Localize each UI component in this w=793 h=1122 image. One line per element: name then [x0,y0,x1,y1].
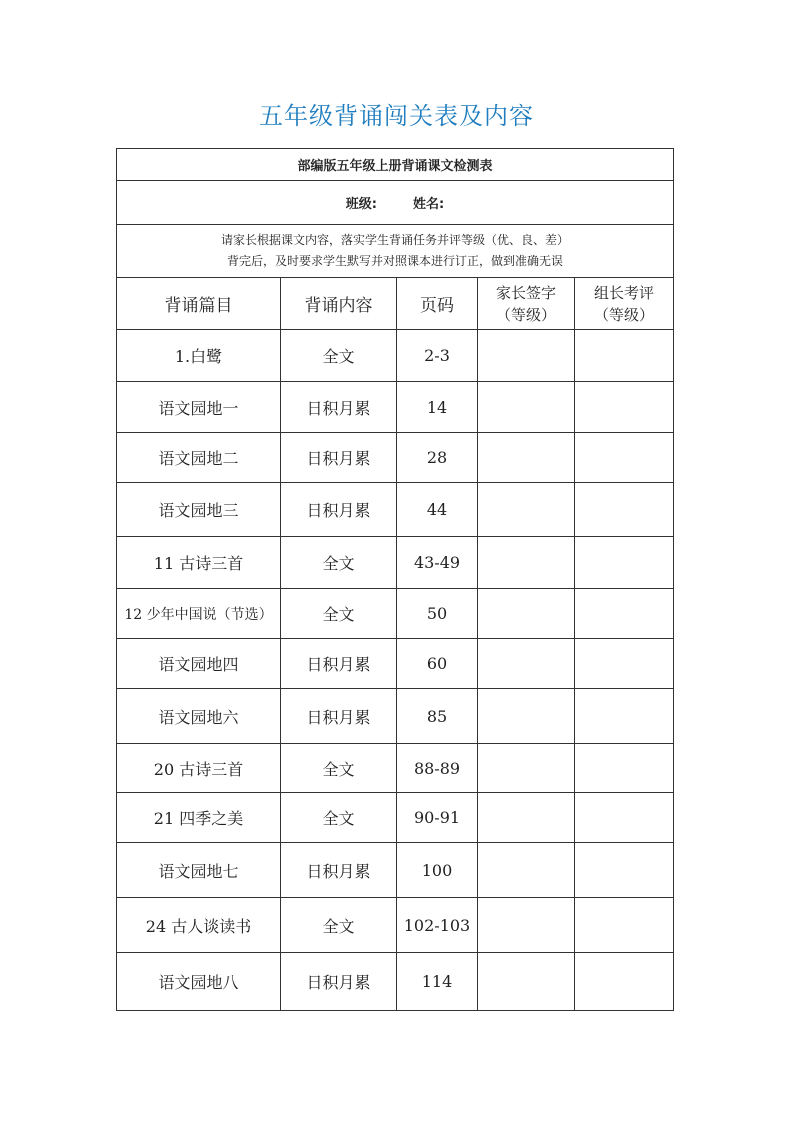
parent-sign-cell[interactable] [478,330,575,382]
table-row [117,537,674,589]
leader-eval-cell[interactable] [575,433,674,483]
table-heading: 部编版五年级上册背诵课文检测表 [117,149,674,181]
leader-eval-label: 组长考评 [593,283,654,302]
column-header-page: 页码 [397,278,478,330]
recitation-content-cell: 日积月累 [281,953,397,1011]
page-number-cell: 88-89 [397,744,478,793]
leader-eval-cell[interactable] [575,382,674,433]
leader-eval-cell[interactable] [575,689,674,744]
page-number-cell: 60 [397,639,478,689]
recitation-title-cell: 11 古诗三首 [117,537,281,589]
leader-eval-cell[interactable] [575,639,674,689]
parent-sign-cell[interactable] [478,898,575,953]
column-header-title: 背诵篇目 [117,278,281,330]
table-row [117,744,674,793]
name-label: 姓名: [413,197,445,212]
recitation-title-cell: 语文园地七 [117,843,281,898]
recitation-content-cell: 全文 [281,898,397,953]
table-row [117,898,674,953]
instruction-line-2: 背完后，及时要求学生默写并对照课本进行订正，做到准确无误 [226,254,563,268]
recitation-title-cell: 1.白鹭 [117,330,281,382]
parent-sign-cell[interactable] [478,589,575,639]
class-name-cell [117,181,674,225]
column-header-parent-sign [478,278,575,330]
instruction-cell [117,225,674,278]
page-number-cell: 114 [397,953,478,1011]
leader-eval-cell[interactable] [575,589,674,639]
recitation-title-cell: 语文园地二 [117,433,281,483]
leader-eval-cell[interactable] [575,793,674,843]
leader-eval-grade-label: （等级） [593,305,654,324]
table-heading-row [117,149,674,181]
class-name-row [117,181,674,225]
recitation-title-cell: 语文园地一 [117,382,281,433]
recitation-content-cell: 全文 [281,537,397,589]
recitation-content-cell: 全文 [281,744,397,793]
table-row [117,382,674,433]
table-row [117,483,674,537]
page-number-cell: 102-103 [397,898,478,953]
parent-sign-cell[interactable] [478,744,575,793]
table-row [117,589,674,639]
recitation-content-cell: 全文 [281,793,397,843]
recitation-content-cell: 日积月累 [281,483,397,537]
parent-sign-cell[interactable] [478,537,575,589]
page-number-cell: 50 [397,589,478,639]
table-row [117,689,674,744]
parent-sign-grade-label: （等级） [495,305,556,324]
leader-eval-cell[interactable] [575,744,674,793]
class-label: 班级: [345,197,377,212]
page-number-cell: 85 [397,689,478,744]
page-number-cell: 90-91 [397,793,478,843]
recitation-checklist-table [116,148,674,1011]
parent-sign-cell[interactable] [478,793,575,843]
page-number-cell: 100 [397,843,478,898]
page-number-cell: 44 [397,483,478,537]
recitation-title-cell: 语文园地三 [117,483,281,537]
column-header-row [117,278,674,330]
table-row [117,330,674,382]
table-row [117,793,674,843]
recitation-content-cell: 日积月累 [281,382,397,433]
recitation-content-cell: 日积月累 [281,843,397,898]
leader-eval-cell[interactable] [575,330,674,382]
leader-eval-cell[interactable] [575,953,674,1011]
recitation-content-cell: 日积月累 [281,689,397,744]
recitation-title-cell: 语文园地六 [117,689,281,744]
leader-eval-cell[interactable] [575,898,674,953]
parent-sign-cell[interactable] [478,483,575,537]
recitation-title-cell: 语文园地八 [117,953,281,1011]
parent-sign-cell[interactable] [478,953,575,1011]
leader-eval-cell[interactable] [575,537,674,589]
page-number-cell: 2-3 [397,330,478,382]
page-number-cell: 43-49 [397,537,478,589]
recitation-title-cell: 12 少年中国说（节选） [117,589,281,639]
instruction-line-1: 请家长根据课文内容，落实学生背诵任务并评等级（优、良、差） [220,233,569,247]
recitation-content-cell: 全文 [281,589,397,639]
table-row [117,433,674,483]
parent-sign-cell[interactable] [478,639,575,689]
table-row [117,843,674,898]
table-row [117,953,674,1011]
recitation-title-cell: 语文园地四 [117,639,281,689]
page-number-cell: 14 [397,382,478,433]
recitation-title-cell: 21 四季之美 [117,793,281,843]
table-row [117,639,674,689]
page-number-cell: 28 [397,433,478,483]
column-header-content: 背诵内容 [281,278,397,330]
column-header-leader-eval [575,278,674,330]
recitation-title-cell: 20 古诗三首 [117,744,281,793]
parent-sign-cell[interactable] [478,433,575,483]
parent-sign-cell[interactable] [478,382,575,433]
recitation-content-cell: 日积月累 [281,433,397,483]
leader-eval-cell[interactable] [575,483,674,537]
instruction-row [117,225,674,278]
leader-eval-cell[interactable] [575,843,674,898]
parent-sign-cell[interactable] [478,843,575,898]
parent-sign-cell[interactable] [478,689,575,744]
page-title: 五年级背诵闯关表及内容 [259,102,534,130]
parent-sign-label: 家长签字 [495,283,556,302]
recitation-content-cell: 日积月累 [281,639,397,689]
recitation-content-cell: 全文 [281,330,397,382]
recitation-title-cell: 24 古人谈读书 [117,898,281,953]
